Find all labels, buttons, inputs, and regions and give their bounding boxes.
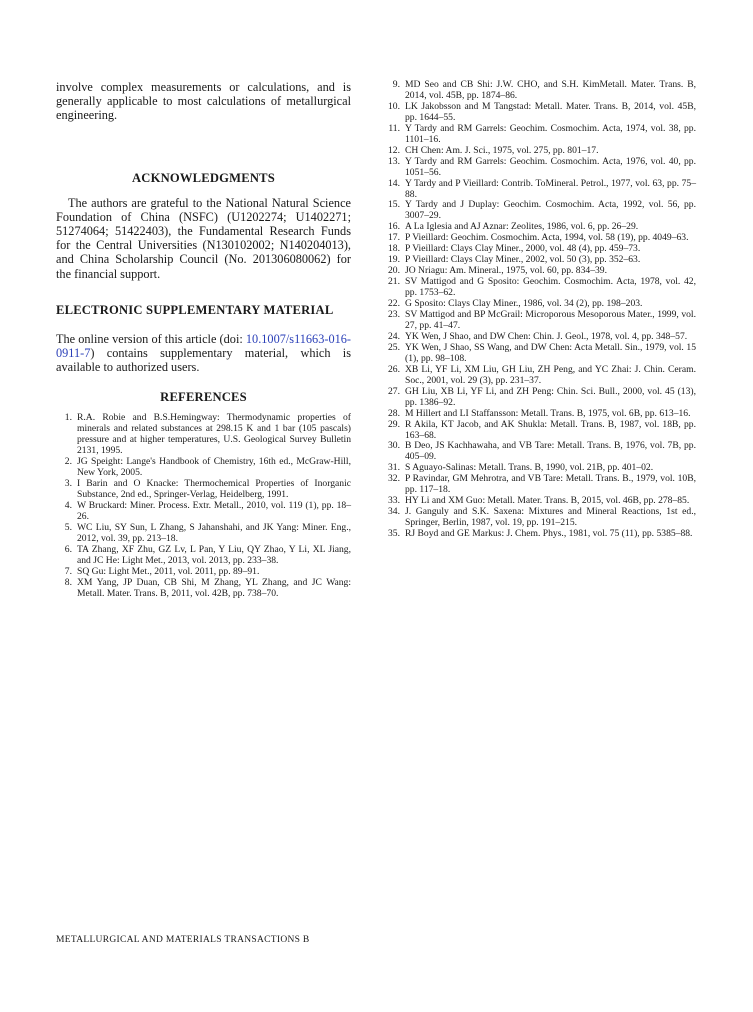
reference-item (384, 474, 696, 496)
acknowledgments-text: The authors are grateful to the National Natural Science Foundation of China (NSFC) (U1202274; U1402271; 51274064; 51422403), the Fundamental Research Funds for the Central Universities (N130102002; N140204013), and China Scholarship Council (No. 201306080062) for the financial support. (56, 195, 351, 281)
reference-text: MD Seo and CB Shi: J.W. CHO, and S.H. KimMetall. Mater. Trans. B, 2014, vol. 45B, pp. 1874–86. (405, 79, 696, 101)
reference-text: YK Wen, J Shao, SS Wang, and DW Chen: Acta Metall. Sin., 1979, vol. 15 (1), pp. 98–108. (405, 341, 696, 364)
reference-number: 6. (64, 543, 72, 555)
esm-text: The online version of this article (doi: 10.1007/s11663-016-0911-7) contains supplementary material, which is available to authorized users. (56, 331, 351, 375)
reference-number: 7. (64, 565, 72, 577)
reference-text: A La Iglesia and AJ Aznar: Zeolites, 1986, vol. 6, pp. 26–29. (405, 221, 639, 233)
reference-number: 21. (388, 276, 400, 288)
reference-number: 22. (388, 298, 400, 310)
reference-item (384, 80, 696, 102)
reference-item (384, 277, 696, 299)
reference-number: 12. (388, 144, 400, 156)
reference-text: SQ Gu: Light Met., 2011, vol. 2011, pp. 89–91. (77, 565, 260, 577)
left-column (56, 80, 351, 600)
reference-item (384, 507, 696, 529)
reference-number: 8. (64, 576, 72, 588)
reference-item (384, 365, 696, 387)
reference-number: 13. (388, 155, 400, 167)
reference-text: S Aguayo-Salinas: Metall. Trans. B, 1990, vol. 21B, pp. 401–02. (405, 462, 654, 474)
reference-item (56, 479, 351, 501)
references-list-left (56, 413, 351, 599)
reference-text: TA Zhang, XF Zhu, GZ Lv, L Pan, Y Liu, QY Zhao, Y Li, XL Jiang, and JC He: Light Met., 2013, vol. 2013, pp. 233–38. (77, 543, 351, 566)
reference-item (384, 529, 696, 540)
reference-text: SV Mattigod and BP McGrail: Microporous Mesoporous Mater., 1999, vol. 27, pp. 41–47. (405, 309, 696, 331)
reference-number: 18. (388, 243, 400, 255)
reference-item (384, 179, 696, 201)
reference-text: P Vieillard: Clays Clay Miner., 2000, vol. 48 (4), pp. 459–73. (405, 243, 641, 255)
reference-number: 15. (388, 199, 400, 211)
reference-number: 19. (388, 254, 400, 266)
reference-number: 3. (64, 478, 72, 490)
reference-number: 32. (388, 473, 400, 485)
reference-text: W Bruckard: Miner. Process. Extr. Metall., 2010, vol. 119 (1), pp. 18–26. (77, 500, 351, 523)
reference-text: XM Yang, JP Duan, CB Shi, M Zhang, YL Zhang, and JC Wang: Metall. Mater. Trans. B, 2011, vol. 42B, pp. 738–70. (77, 576, 351, 599)
reference-number: 20. (388, 265, 400, 277)
reference-text: M Hillert and LI Staffansson: Metall. Trans. B, 1975, vol. 6B, pp. 613–16. (405, 407, 691, 419)
reference-item (384, 124, 696, 146)
reference-text: Y Tardy and RM Garrels: Geochim. Cosmochim. Acta, 1976, vol. 40, pp. 1051–56. (405, 155, 696, 178)
reference-item (56, 413, 351, 457)
intro-paragraph: involve complex measurements or calculations, and is generally applicable to most calculations of metallurgical engineering. (56, 80, 351, 123)
reference-text: SV Mattigod and G Sposito: Geochim. Cosmochim. Acta, 1978, vol. 42, pp. 1753–62. (405, 276, 696, 299)
reference-number: 16. (388, 221, 400, 233)
reference-number: 29. (388, 418, 400, 430)
reference-item (56, 501, 351, 523)
reference-number: 25. (388, 341, 400, 353)
reference-number: 2. (64, 456, 72, 468)
reference-text: GH Liu, XB Li, YF Li, and ZH Peng: Chin. Sci. Bull., 2000, vol. 45 (13), pp. 1386–92. (405, 385, 696, 408)
reference-text: XB Li, YF Li, XM Liu, GH Liu, ZH Peng, and YC Zhai: J. Chin. Ceram. Soc., 2001, vol. 29 (3), pp. 231–37. (405, 363, 696, 386)
reference-text: I Barin and O Knacke: Thermochemical Properties of Inorganic Substance, 2nd ed., Springer-Verlag, Heidelberg, 1991. (77, 478, 351, 501)
doi-link[interactable]: 10.1007/s11663-016-0911-7 (56, 331, 351, 361)
reference-text: Y Tardy and P Vieillard: Contrib. ToMineral. Petrol., 1977, vol. 63, pp. 75–88. (405, 177, 696, 200)
journal-footer: METALLURGICAL AND MATERIALS TRANSACTIONS B (56, 935, 310, 945)
reference-number: 4. (64, 500, 72, 512)
reference-number: 17. (388, 232, 400, 244)
reference-text: CH Chen: Am. J. Sci., 1975, vol. 275, pp. 801–17. (405, 144, 599, 156)
reference-item (384, 441, 696, 463)
esm-heading: ELECTRONIC SUPPLEMENTARY MATERIAL (56, 302, 334, 317)
reference-text: YK Wen, J Shao, and DW Chen: Chin. J. Geol., 1978, vol. 4, pp. 348–57. (405, 330, 688, 342)
reference-item (56, 523, 351, 545)
reference-text: HY Li and XM Guo: Metall. Mater. Trans. B, 2015, vol. 46B, pp. 278–85. (405, 495, 690, 507)
reference-text: R Akila, KT Jacob, and AK Shukla: Metall. Trans. B, 1987, vol. 18B, pp. 163–68. (405, 418, 696, 441)
reference-number: 5. (64, 521, 72, 533)
reference-number: 11. (388, 122, 400, 134)
reference-item (384, 420, 696, 442)
reference-item (384, 200, 696, 222)
reference-number: 26. (388, 363, 400, 375)
reference-number: 28. (388, 407, 400, 419)
references-heading: REFERENCES (160, 390, 247, 405)
reference-item (56, 578, 351, 600)
reference-text: RJ Boyd and GE Markus: J. Chem. Phys., 1981, vol. 75 (11), pp. 5385–88. (405, 528, 693, 540)
reference-number: 31. (388, 462, 400, 474)
reference-number: 35. (388, 528, 400, 540)
reference-text: P Vieillard: Geochim. Cosmochim. Acta, 1994, vol. 58 (19), pp. 4049–63. (405, 232, 689, 244)
reference-number: 30. (388, 440, 400, 452)
reference-text: P Ravindar, GM Mehrotra, and VB Tare: Metall. Trans. B., 1979, vol. 10B, pp. 117–18. (405, 473, 696, 496)
reference-item (384, 157, 696, 179)
reference-item (384, 343, 696, 365)
reference-text: JG Speight: Lange's Handbook of Chemistry, 16th ed., McGraw-Hill, New York, 2005. (77, 456, 351, 479)
reference-number: 1. (64, 412, 72, 424)
reference-item (384, 310, 696, 332)
reference-text: J. Ganguly and S.K. Saxena: Mixtures and Mineral Reactions, 1st ed., Springer, Berlin, 1987, vol. 19, pp. 191–215. (405, 506, 696, 529)
reference-text: R.A. Robie and B.S.Hemingway: Thermodynamic properties of minerals and related substances at 298.15 K and 1 bar (105 pascals) pressure and at higher temperatures, U.S. Geological Survey Bulletin 2131, 1995. (77, 412, 351, 457)
reference-text: B Deo, JS Kachhawaha, and VB Tare: Metall. Trans. B, 1976, vol. 7B, pp. 405–09. (405, 440, 696, 463)
reference-number: 27. (388, 385, 400, 397)
references-list-right (384, 80, 696, 540)
reference-number: 10. (388, 100, 400, 112)
reference-text: WC Liu, SY Sun, L Zhang, S Jahanshahi, and JK Yang: Miner. Eng., 2012, vol. 39, pp. 213–18. (77, 521, 351, 544)
acknowledgments-heading: ACKNOWLEDGMENTS (132, 170, 275, 185)
reference-number: 34. (388, 506, 400, 518)
reference-item (56, 545, 351, 567)
reference-text: Y Tardy and RM Garrels: Geochim. Cosmochim. Acta, 1974, vol. 38, pp. 1101–16. (405, 122, 696, 145)
reference-number: 33. (388, 495, 400, 507)
reference-number: 23. (388, 309, 400, 321)
reference-text: LK Jakobsson and M Tangstad: Metall. Mater. Trans. B, 2014, vol. 45B, pp. 1644–55. (405, 100, 696, 123)
reference-number: 24. (388, 330, 400, 342)
reference-item (56, 457, 351, 479)
reference-number: 14. (388, 177, 400, 189)
reference-text: JO Nriagu: Am. Mineral., 1975, vol. 60, pp. 834–39. (405, 265, 607, 277)
reference-text: G Sposito: Clays Clay Miner., 1986, vol. 34 (2), pp. 198–203. (405, 298, 643, 310)
reference-text: P Vieillard: Clays Clay Miner., 2002, vol. 50 (3), pp. 352–63. (405, 254, 641, 266)
reference-item (384, 387, 696, 409)
reference-text: Y Tardy and J Duplay: Geochim. Cosmochim. Acta, 1992, vol. 56, pp. 3007–29. (405, 199, 696, 222)
reference-item (384, 102, 696, 124)
right-column (384, 80, 696, 540)
reference-number: 9. (392, 79, 400, 90)
